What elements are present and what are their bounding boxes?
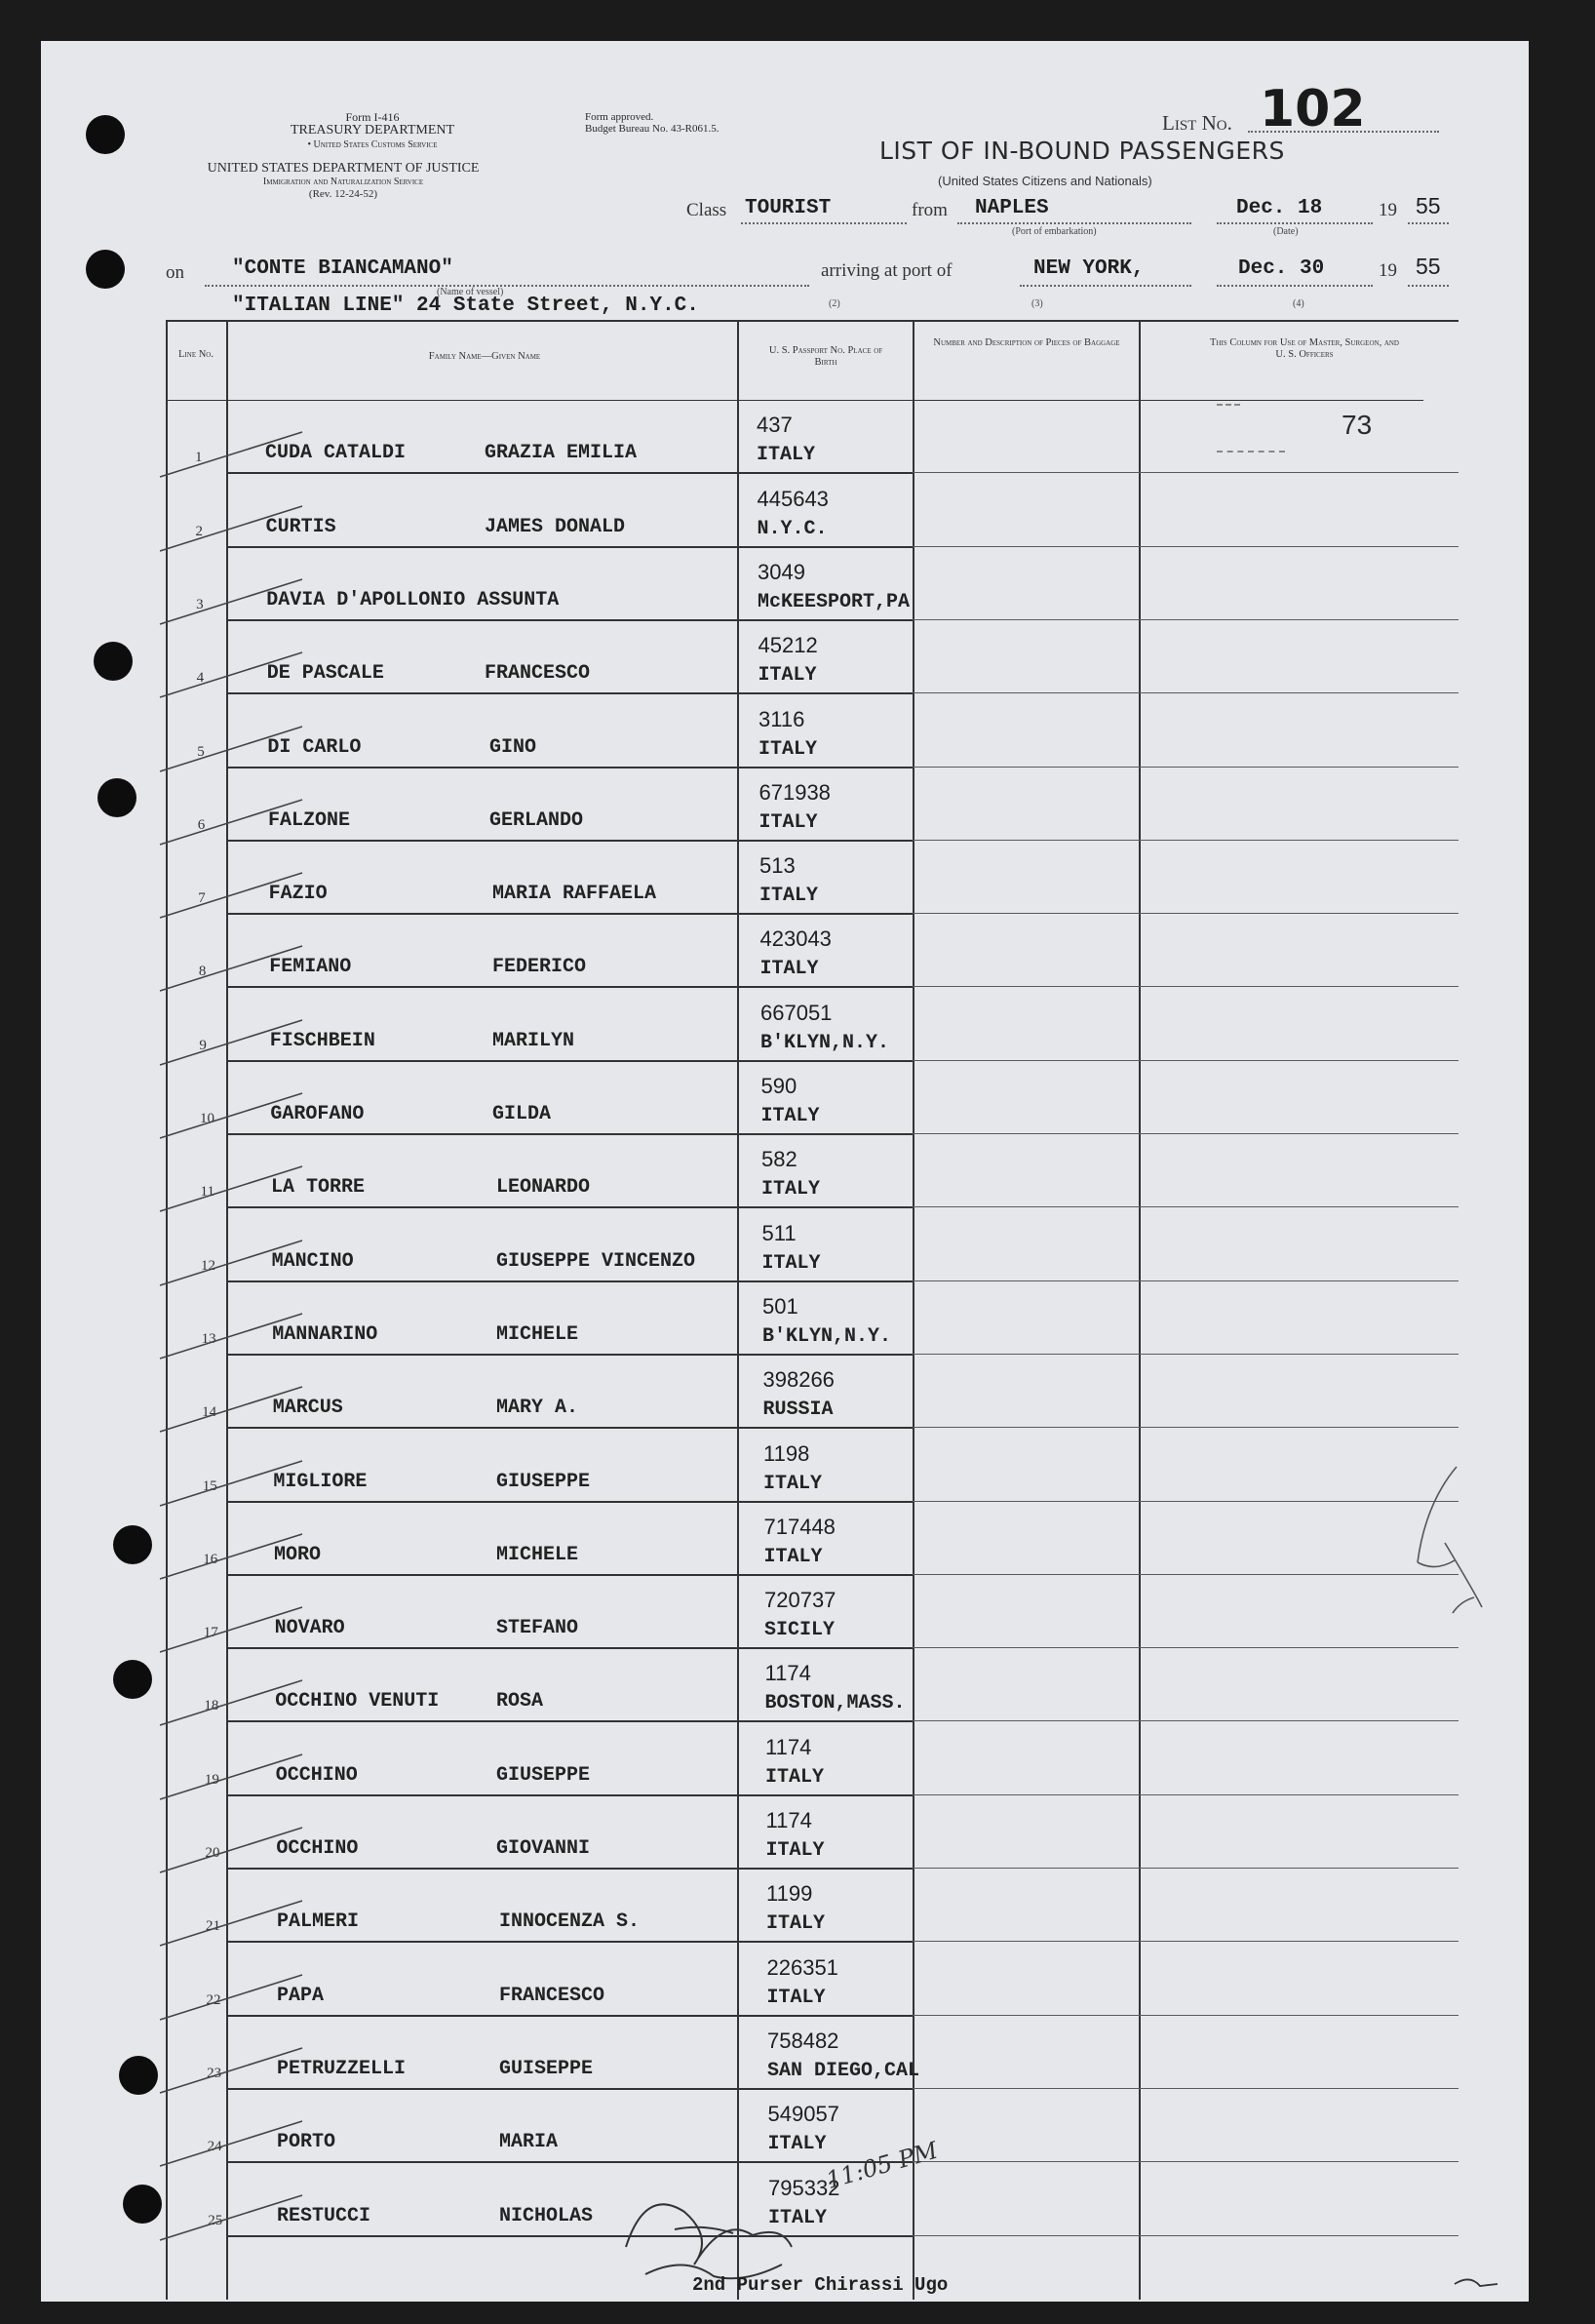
family-name: NOVARO: [274, 1617, 345, 1640]
place-of-birth: BOSTON,MASS.: [764, 1692, 906, 1715]
passport-number: 717448: [763, 1514, 836, 1539]
given-name: JAMES DONALD: [485, 515, 626, 538]
on-label: on: [166, 262, 184, 283]
passport-number: 1174: [765, 1734, 812, 1759]
embarkation-caption: (Port of embarkation): [1012, 226, 1097, 237]
customs-service: • United States Customs Service: [307, 139, 438, 150]
line-number: 6: [197, 816, 206, 833]
passport-number: 511: [761, 1220, 797, 1245]
manifest-page: [41, 41, 1529, 2302]
place-of-birth: ITALY: [765, 1839, 825, 1862]
place-of-birth: ITALY: [763, 1545, 823, 1568]
passport-number: 1199: [766, 1881, 813, 1907]
passport-number: 671938: [759, 779, 831, 805]
place-of-birth: ITALY: [768, 2206, 828, 2229]
purser-signature: 2nd Purser Chirassi Ugo: [692, 2274, 949, 2296]
place-of-birth: ITALY: [766, 1912, 826, 1936]
line-number: 3: [196, 596, 204, 612]
given-name: STEFANO: [496, 1617, 579, 1640]
place-of-birth: SAN DIEGO,CAL: [767, 2059, 920, 2082]
line-number: 25: [208, 2212, 223, 2228]
family-name: RESTUCCI: [277, 2204, 371, 2227]
line-number: 17: [203, 1625, 218, 1641]
year-prefix-1: 19: [1379, 200, 1397, 220]
place-of-birth: ITALY: [763, 1472, 823, 1495]
header-officers: This Column for Use of Master, Surgeon, and U. S. Officers: [1210, 337, 1399, 360]
given-name: FEDERICO: [492, 956, 587, 979]
given-name: MARIA RAFFAELA: [492, 883, 657, 906]
vessel-caption: (Name of vessel): [437, 287, 504, 297]
family-name: PALMERI: [277, 1910, 360, 1934]
page-subtitle: (United States Citizens and Nationals): [938, 174, 1152, 188]
passport-number: 423043: [759, 926, 832, 952]
place-of-birth: ITALY: [761, 1178, 821, 1201]
given-name: ROSA: [496, 1690, 544, 1713]
date-caption: (Date): [1273, 226, 1299, 237]
given-name: MICHELE: [496, 1543, 579, 1566]
place-of-birth: RUSSIA: [762, 1398, 834, 1422]
given-name: GIUSEPPE VINCENZO: [496, 1249, 696, 1273]
place-of-birth: ITALY: [759, 885, 819, 908]
class-value: TOURIST: [745, 197, 832, 219]
place-of-birth: ITALY: [765, 1765, 825, 1789]
passport-number: 437: [757, 413, 793, 438]
line-number: 2: [195, 523, 204, 539]
family-name: FISCHBEIN: [269, 1029, 375, 1052]
form-approved: Form approved.: [585, 111, 654, 123]
family-name: DE PASCALE: [266, 662, 384, 686]
given-name: GIOVANNI: [496, 1837, 591, 1860]
justice-department: UNITED STATES DEPARTMENT OF JUSTICE: [207, 161, 480, 176]
given-name: GRAZIA EMILIA: [485, 442, 638, 465]
passport-number: 1198: [763, 1440, 810, 1466]
passport-number: 590: [760, 1074, 798, 1098]
given-name: FRANCESCO: [485, 662, 591, 686]
given-name: LEONARDO: [496, 1176, 591, 1200]
class-label: Class: [686, 200, 727, 220]
family-name: MORO: [274, 1543, 322, 1566]
place-of-birth: B'KLYN,N.Y.: [760, 1031, 890, 1054]
arriving-label: arriving at port of: [821, 260, 953, 281]
family-name: DI CARLO: [267, 735, 362, 759]
line-number: 16: [203, 1551, 218, 1567]
passport-number: 758482: [767, 2028, 839, 2053]
place-of-birth: ITALY: [766, 1986, 826, 2009]
place-of-birth: ITALY: [760, 1105, 820, 1127]
family-name: OCCHINO VENUTI: [275, 1690, 440, 1713]
passport-number: 3049: [758, 559, 805, 584]
header-line-no: Line No.: [178, 349, 214, 360]
handwritten-time: 11:05 PM: [823, 2136, 941, 2194]
line-number: 5: [197, 743, 205, 760]
revision-date: (Rev. 12-24-52): [308, 188, 378, 200]
given-name: NICHOLAS: [499, 2204, 594, 2227]
immigration-service: Immigration and Naturalization Service: [262, 177, 424, 187]
given-name: GIUSEPPE: [496, 1470, 591, 1493]
line-number: 8: [198, 964, 207, 980]
shipping-line: "ITALIAN LINE" 24 State Street, N.Y.C.: [232, 295, 699, 317]
place-of-birth: ITALY: [758, 664, 817, 688]
line-number: 24: [207, 2139, 222, 2155]
arrival-date: Dec. 30: [1238, 257, 1325, 280]
line-number: 7: [198, 890, 206, 907]
family-name: PORTO: [277, 2131, 336, 2154]
handwritten-marks: [41, 41, 1529, 2302]
family-name: CURTIS: [265, 515, 336, 538]
given-name: FRANCESCO: [499, 1984, 605, 2007]
passport-number: 513: [759, 853, 796, 879]
line-number: 14: [202, 1404, 217, 1421]
family-name: MANCINO: [271, 1249, 354, 1273]
line-number: 20: [205, 1845, 220, 1861]
family-name: PAPA: [277, 1984, 325, 2007]
line-number: 4: [196, 670, 205, 687]
given-name: GIUSEPPE: [496, 1763, 591, 1787]
form-number: Form I-416: [345, 110, 400, 124]
departure-year: 55: [1416, 193, 1441, 218]
family-name: FALZONE: [268, 808, 351, 832]
passport-number: 795332: [768, 2175, 840, 2200]
given-name: MARILYN: [492, 1029, 575, 1052]
family-name: FEMIANO: [269, 956, 352, 979]
family-name: GAROFANO: [270, 1103, 365, 1125]
caption-4: (4): [1293, 298, 1304, 309]
family-name: OCCHINO: [275, 1763, 358, 1787]
line-number: 13: [201, 1330, 216, 1347]
line-number: 22: [206, 1991, 221, 2008]
line-number: 19: [204, 1771, 219, 1788]
passport-number: 3116: [759, 706, 805, 731]
passport-number: 667051: [760, 1000, 833, 1025]
embarkation-port: NAPLES: [975, 197, 1049, 219]
given-name: MARY A.: [496, 1397, 579, 1420]
passport-number: 501: [762, 1293, 798, 1319]
caption-2: (2): [829, 298, 840, 309]
place-of-birth: ITALY: [761, 1251, 821, 1275]
line-number: 23: [207, 2065, 222, 2081]
family-name: CUDA CATALDI: [265, 442, 407, 465]
passport-number: 45212: [758, 633, 818, 658]
line-number: 21: [206, 1918, 220, 1935]
arrival-year: 55: [1416, 254, 1441, 279]
list-number: 102: [1260, 80, 1366, 138]
line-number: 15: [202, 1477, 217, 1494]
passport-number: 445643: [757, 486, 829, 511]
year-prefix-2: 19: [1379, 260, 1397, 281]
family-name: DAVIA D'APOLLONIO ASSUNTA: [266, 588, 560, 611]
place-of-birth: N.Y.C.: [757, 517, 828, 540]
arrival-port: NEW YORK,: [1033, 257, 1145, 280]
place-of-birth: ITALY: [759, 810, 818, 834]
given-name: INNOCENZA S.: [499, 1910, 641, 1934]
place-of-birth: McKEESPORT,PA: [758, 590, 911, 613]
departure-date: Dec. 18: [1236, 197, 1323, 219]
passport-number: 582: [761, 1147, 798, 1172]
place-of-birth: ITALY: [759, 958, 819, 981]
line-number: 9: [199, 1037, 207, 1053]
header-passport: U. S. Passport No. Place of Birth: [768, 345, 883, 368]
place-of-birth: B'KLYN,N.Y.: [762, 1324, 892, 1348]
caption-3: (3): [1031, 298, 1043, 309]
given-name: MICHELE: [496, 1322, 579, 1346]
place-of-birth: ITALY: [767, 2133, 827, 2156]
family-name: PETRUZZELLI: [277, 2057, 407, 2080]
passport-number: 1174: [764, 1661, 811, 1686]
passport-number: 398266: [762, 1367, 835, 1393]
header-name: Family Name—Given Name: [428, 351, 541, 362]
passport-number: 720737: [764, 1588, 836, 1613]
family-name: FAZIO: [268, 883, 328, 906]
given-name: GINO: [489, 735, 537, 759]
page-title: LIST OF IN-BOUND PASSENGERS: [879, 137, 1285, 165]
line-number: 1: [195, 450, 203, 466]
line-number: 18: [204, 1698, 219, 1714]
vessel-name: "CONTE BIANCAMANO": [232, 257, 453, 280]
passport-number: 1174: [765, 1808, 812, 1832]
from-label: from: [912, 200, 948, 220]
budget-bureau: Budget Bureau No. 43-R061.5.: [585, 123, 720, 135]
line-number: 12: [201, 1257, 216, 1274]
passport-number: 549057: [767, 2102, 839, 2127]
given-name: GILDA: [492, 1103, 552, 1125]
passport-number: 226351: [766, 1954, 838, 1980]
place-of-birth: ITALY: [757, 444, 816, 467]
treasury-department: TREASURY DEPARTMENT: [290, 123, 455, 138]
place-of-birth: ITALY: [759, 737, 818, 761]
list-number-label: List No.: [1162, 111, 1232, 135]
line-number: 11: [200, 1184, 214, 1201]
place-of-birth: SICILY: [764, 1619, 836, 1642]
family-name: MIGLIORE: [273, 1470, 368, 1493]
family-name: MANNARINO: [272, 1322, 378, 1346]
officer-note: 73: [1342, 410, 1373, 440]
line-number: 10: [199, 1111, 214, 1126]
given-name: MARIA: [499, 2131, 559, 2154]
family-name: LA TORRE: [271, 1176, 366, 1200]
family-name: OCCHINO: [276, 1837, 359, 1860]
given-name: GERLANDO: [489, 808, 584, 832]
header-baggage: Number and Description of Pieces of Baggage: [933, 337, 1120, 348]
family-name: MARCUS: [272, 1397, 343, 1420]
given-name: GUISEPPE: [499, 2057, 594, 2080]
